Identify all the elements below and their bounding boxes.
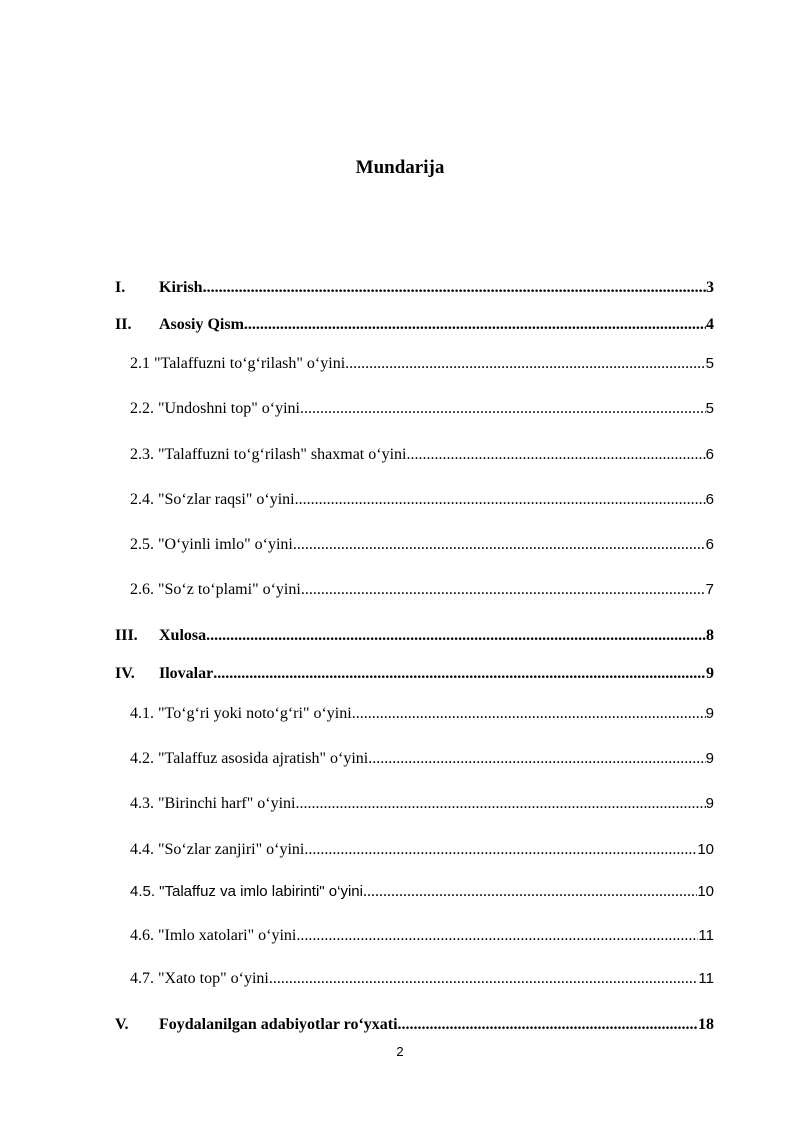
toc-entry-text: 4.1. "To‘g‘ri yoki noto‘g‘ri" o‘yini (130, 705, 352, 722)
toc-leader-dots (363, 881, 697, 903)
toc-entry-4-1[interactable] (130, 703, 714, 725)
toc-entry-number: V. (115, 1016, 129, 1033)
toc-entry-4-6[interactable] (130, 925, 714, 947)
toc-entry-page: 5 (705, 355, 714, 372)
toc-entry-xulosa[interactable] (115, 625, 714, 647)
toc-entry-page: 6 (705, 491, 714, 508)
toc-entry-text: 4.2. "Talaffuz asosida ajratish" o‘yini (130, 750, 369, 767)
toc-leader-dots (295, 793, 705, 815)
toc-entry-2-3[interactable] (130, 444, 714, 466)
toc-entry-page: 9 (706, 665, 714, 682)
toc-entry-page: 11 (698, 970, 714, 987)
toc-entry-2-1[interactable] (130, 353, 714, 375)
toc-entry-kirish[interactable] (115, 277, 714, 299)
toc-entry-text: 2.6. "So‘z to‘plami" o‘yini (130, 581, 301, 598)
toc-entry-number: III. (115, 627, 138, 644)
toc-leader-dots (368, 748, 705, 770)
toc-entry-text: Kirish (159, 279, 203, 296)
toc-entry-text: 4.4. "So‘zlar zanjiri" o‘yini (130, 841, 305, 858)
toc-entry-text: 4.3. "Birinchi harf" o‘yini (130, 795, 296, 812)
toc-entry-page: 3 (706, 279, 714, 296)
toc-entry-page: 9 (705, 795, 714, 812)
toc-leader-dots (295, 489, 706, 511)
toc-leader-dots (301, 579, 706, 601)
toc-entry-4-3[interactable] (130, 793, 714, 815)
toc-entry-number: II. (115, 316, 132, 333)
page-number: 2 (396, 1044, 404, 1059)
toc-leader-dots (300, 398, 706, 420)
toc-entry-page: 9 (705, 705, 714, 722)
toc-entry-page: 7 (705, 581, 714, 598)
toc-leader-dots (352, 703, 706, 725)
toc-entry-text: 2.3. "Talaffuzni to‘g‘rilash" shaxmat o‘yini (130, 446, 407, 463)
toc-entry-text: 2.2. "Undoshni top" o‘yini (130, 400, 300, 417)
toc-entry-text: 4.5. "Talaffuz va imlo labirinti" o‘yini (130, 883, 363, 900)
toc-entry-page: 5 (705, 400, 714, 417)
toc-leader-dots (293, 534, 706, 556)
toc-entry-text: 4.6. "Imlo xatolari" o‘yini (130, 927, 297, 944)
toc-leader-dots (244, 314, 706, 336)
toc-entry-text: 2.1 "Talaffuzni to‘g‘rilash" o‘yini (130, 355, 346, 372)
toc-leader-dots (296, 925, 698, 947)
toc-leader-dots (345, 353, 706, 375)
toc-entry-number: IV. (115, 665, 135, 682)
toc-leader-dots (213, 663, 706, 685)
toc-entry-text: Asosiy Qism (159, 316, 244, 333)
toc-entry-4-7[interactable] (130, 968, 714, 990)
toc-entry-page: 8 (706, 627, 714, 644)
toc-entry-2-5[interactable] (130, 534, 714, 556)
toc-entry-4-4[interactable] (130, 839, 714, 861)
toc-entry-text: 4.7. "Xato top" o‘yini (130, 970, 269, 987)
toc-entry-page: 11 (698, 927, 714, 944)
toc-leader-dots (406, 444, 705, 466)
toc-leader-dots (398, 1014, 698, 1036)
toc-entry-page: 10 (697, 841, 714, 858)
toc-entry-page: 4 (706, 316, 714, 333)
toc-entry-page: 6 (705, 446, 714, 463)
toc-entry-2-6[interactable] (130, 579, 714, 601)
toc-entry-page: 9 (705, 750, 714, 767)
toc-leader-dots (203, 277, 706, 299)
toc-entry-text: 2.5. "O‘yinli imlo" o‘yini (130, 536, 293, 553)
toc-entry-2-4[interactable] (130, 489, 714, 511)
toc-leader-dots (269, 968, 699, 990)
page-title: Mundarija (355, 157, 445, 178)
toc-entry-4-5[interactable] (130, 881, 714, 903)
toc-entry-4-2[interactable] (130, 748, 714, 770)
toc-entry-page: 10 (697, 883, 714, 900)
toc-entry-asosiy-qism[interactable] (115, 314, 714, 336)
toc-entry-text: Xulosa (159, 627, 207, 644)
toc-entry-2-2[interactable] (130, 398, 714, 420)
toc-leader-dots (304, 839, 697, 861)
toc-entry-page: 6 (705, 536, 714, 553)
toc-entry-number: I. (115, 279, 126, 296)
toc-leader-dots (206, 625, 706, 647)
toc-entry-ilovalar[interactable] (115, 663, 714, 685)
toc-entry-text: 2.4. "So‘zlar raqsi" o‘yini (130, 491, 295, 508)
toc-entry-text: Foydalanilgan adabiyotlar ro‘yxati (159, 1016, 398, 1033)
toc-entry-page: 18 (698, 1016, 714, 1033)
toc-entry-text: Ilovalar (159, 665, 214, 682)
toc-entry-adabiyotlar[interactable] (115, 1014, 714, 1036)
